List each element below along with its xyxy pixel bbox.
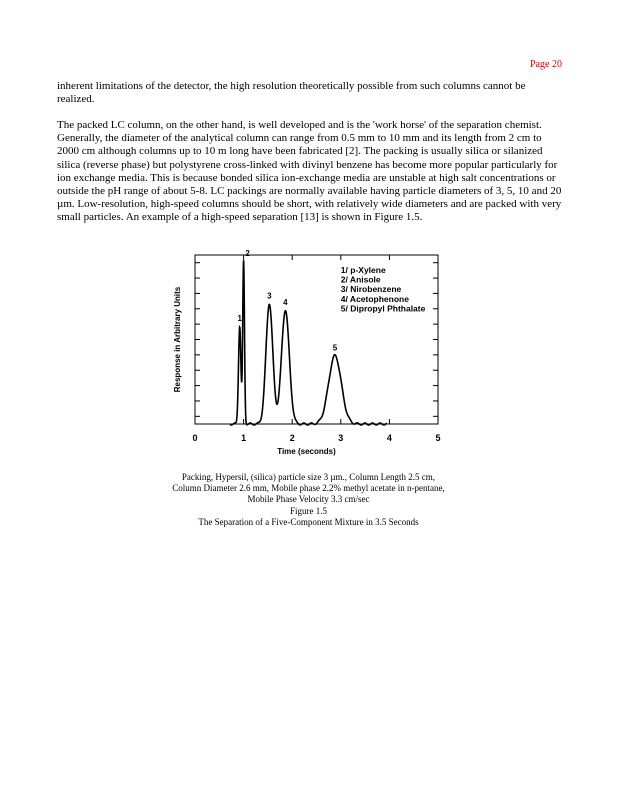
x-tick-label: 2 [289,433,295,443]
legend-entry: 5/ Dipropyl Phthalate [340,303,426,314]
peak-label-4: 4 [283,297,288,307]
figure-label: Figure 1.5 [290,505,327,516]
paragraph-packed-column: The packed LC column, on the other hand, is well developed and is the 'work horse' of the separation chemist. Generally, the diameter of the analytical column can range from 0.5 mm to 10 mm and its length from 2 cm to 2000 cm although columns up to 10 m long have been fabricated [2]. The packing is usually silica or silanized silica (reverse phase) but polystyrene cross-linked with divinyl benzene has become more popular particularly for ion exchange media. This is because bonded silica ion-exchange media are unstable at high salt concentrations or outside the pH range of about 5-8. LC packings are normally available having particle diameters of 3, 5, 10 and 20 µm. Low-resolution, high-speed columns should be short, with relatively wide diameters and are packed with very small particles. An example of a high-speed separation [13] is shown in Figure 1.5. [57,119,562,224]
x-tick-label: 3 [338,433,344,443]
peak-label-1: 1 [237,314,242,324]
x-tick-label: 5 [435,433,441,443]
caption-line-2: Column Diameter 2.6 mm, Mobile phase 2.2% methyl acetate in n-pentane, [172,483,445,494]
caption-line-3: Mobile Phase Velocity 3.3 cm/sec [247,494,370,505]
legend-entry: 2/ Anisole [340,274,381,285]
figure-caption [100,472,517,528]
x-tick-label: 4 [386,433,392,443]
x-tick-label: 1 [241,433,247,443]
y-axis-label: Response in Arbitrary Units [173,286,182,393]
paragraph-intro: inherent limitations of the detector, the high resolution theoretically possible from such columns cannot be realized. [57,80,526,106]
legend-entry: 1/ p-Xylene [340,265,386,275]
x-tick-label: 0 [192,433,198,443]
chromatogram-chart [168,247,458,469]
legend-entry: 3/ Nirobenzene [340,284,402,295]
plot-frame [195,255,438,424]
figure-title: The Separation of a Five-Component Mixture in 3.5 Seconds [198,516,419,527]
peak-label-2: 2 [245,249,250,258]
peak-label-3: 3 [267,291,272,301]
legend-entry: 4/ Acetophenone [340,293,409,304]
caption-line-1: Packing, Hypersil, (silica) particle size 3 µm., Column Length 2.5 cm, [181,472,436,482]
peak-label-5: 5 [332,343,338,353]
page-number: Page 20 [530,59,562,70]
chromatogram-figure [168,247,458,469]
x-axis-label: Time (seconds) [277,447,336,456]
